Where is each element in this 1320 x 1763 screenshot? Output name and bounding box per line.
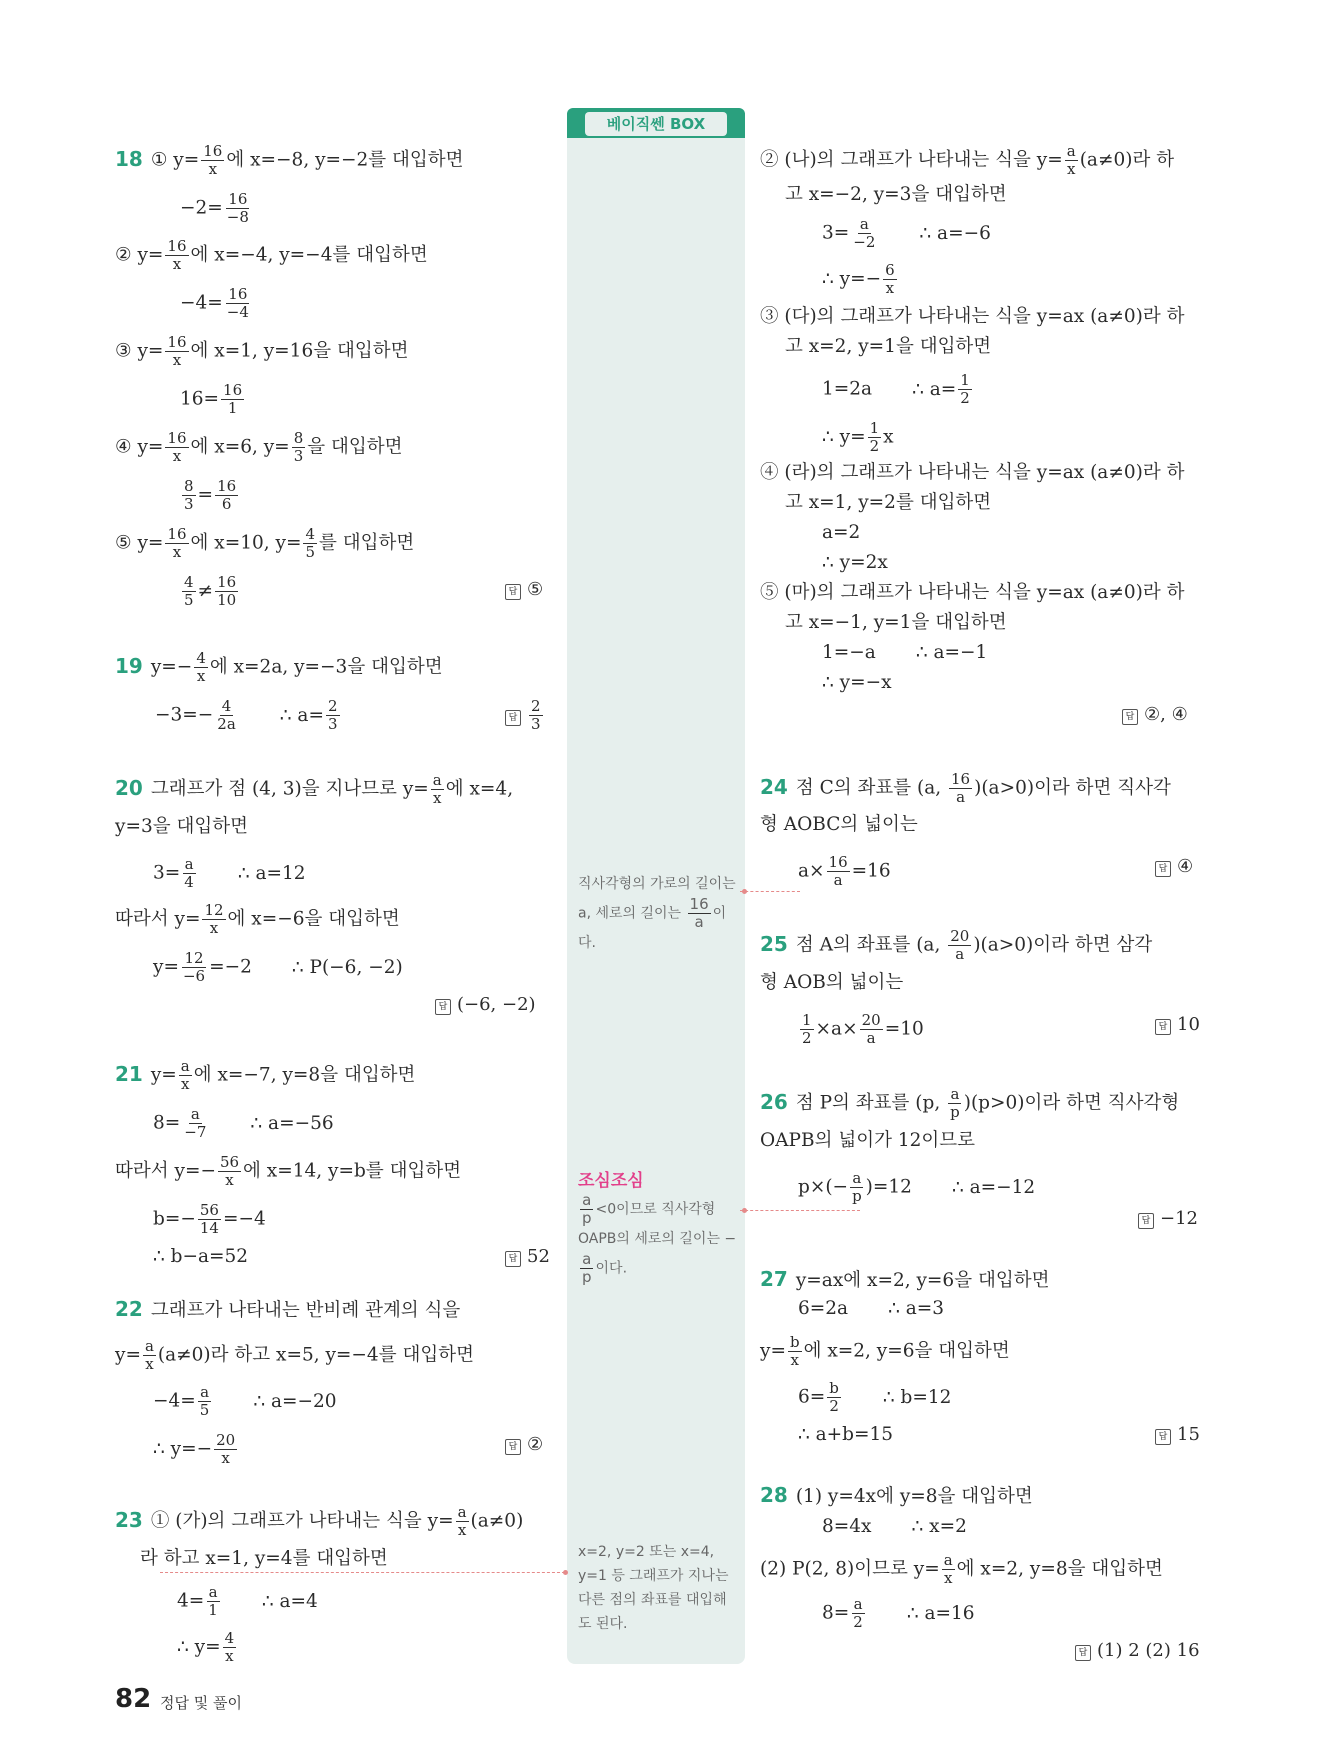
fraction: $\frac{20}{a}$ [950,927,970,963]
fraction: $\frac{16}{6}$ [217,477,237,513]
solution-line: 라 하고 x=1, y=4를 대입하면 [140,1548,388,1569]
problem-27-line: 27 y=ax에 x=2, y=6을 대입하면 [760,1267,1050,1291]
fraction: $\frac{b}{x}$ [789,1333,800,1369]
answer-mark-icon: 답 [505,710,521,726]
problem-number: 27 [760,1267,788,1291]
solution-line: ∴ y= $\frac{4}{x}$ [177,1629,235,1665]
solution-line: y= $\frac{b}{x}$ 에 x=2, y=6을 대입하면 [760,1333,1010,1369]
fraction: $\frac{56}{x}$ [219,1153,240,1189]
fraction: $\frac{a}{x}$ [180,1057,190,1093]
problem-24-line: 24 점 C의 좌표를 (a, $\frac{16}{a}$ )(a>0)이라 하면 직사각 [760,770,1171,806]
answer-27: 답 15 [1155,1422,1200,1448]
answer-mark-icon: 답 [1155,1429,1171,1445]
answer-18: 답 ⑤ [505,577,543,603]
fraction: $\frac{4}{5}$ [184,573,194,609]
problem-number: 25 [760,931,788,956]
fraction: $\frac{4}{x}$ [196,649,206,685]
fraction: $\frac{8}{3}$ [293,429,304,465]
solution-line: 3= $\frac{a}{4}$ ∴ a=12 [153,855,306,891]
fraction: $\frac{2}{3}$ [327,697,338,733]
problem-number: 28 [760,1483,788,1507]
fraction: $\frac{16}{x}$ [167,333,187,369]
problem-number: 18 [115,146,143,171]
solution-line: $\frac{8}{3}$ = $\frac{16}{6}$ [184,477,237,513]
leader-dot [742,889,747,894]
solution-line: 1=2a ∴ a= $\frac{1}{2}$ [822,371,970,407]
solution-line: 8= $\frac{a}{2}$ ∴ a=16 [822,1595,975,1631]
fraction: $\frac{16}{a}$ [828,853,848,889]
fraction: $\frac{1}{2}$ [869,419,880,455]
solution-line: 따라서 y= $\frac{12}{x}$ 에 x=−6을 대입하면 [115,901,400,937]
problem-number: 26 [760,1089,788,1114]
solution-line: 따라서 y=− $\frac{56}{x}$ 에 x=14, y=b를 대입하면 [115,1153,462,1189]
leader-dot [742,1208,747,1213]
fraction: $\frac{a}{p}$ [852,1169,862,1205]
leader-line [740,891,800,892]
fraction: $\frac{20}{a}$ [861,1011,881,1047]
solution-line: 고 x=−1, y=1을 대입하면 [785,612,1007,633]
fraction: $\frac{a}{4}$ [184,855,194,891]
solution-line: 6= $\frac{b}{2}$ ∴ b=12 [798,1379,952,1415]
fraction: $\frac{4}{x}$ [224,1629,235,1665]
fraction: $\frac{2}{3}$ [531,697,541,733]
solution-line: (2) P(2, 8)이므로 y= $\frac{a}{x}$ 에 x=2, y=8을 대입하면 [760,1551,1163,1587]
solution-line: ④ y= $\frac{16}{x}$ 에 x=6, y= $\frac{8}{3}$ 을 대입하면 [115,429,403,465]
solution-line: y= $\frac{12}{-6}$ =−2 ∴ P(−6, −2) [153,949,403,985]
fraction: $\frac{16}{-4}$ [226,285,249,321]
solution-line: −3=− $\frac{4}{2a}$ ∴ a= $\frac{2}{3}$ [155,697,338,733]
sidebar-note-rectangle: 직사각형의 가로의 길이는 a, 세로의 길이는 $\frac{16}{a}$ 이다. [578,876,736,951]
fraction: $\frac{16}{1}$ [223,381,243,417]
problem-number: 19 [115,653,143,678]
leader-dot [563,1570,568,1575]
sidebar-note-alternative: x=2, y=2 또는 x=4, y=1 등 그래프가 지나는 다른 점의 좌표를 대입해도 된다. [578,1544,729,1632]
solution-line: 8=4x ∴ x=2 [822,1516,967,1537]
solution-line: ∴ y=− $\frac{20}{x}$ [153,1431,236,1467]
solution-line: 형 AOB의 넓이는 [760,972,904,993]
problem-26-line: 26 점 P의 좌표를 (p, $\frac{a}{p}$ )(p>0)이라 하면 직사각형 [760,1085,1180,1121]
solution-line: 1=−a ∴ a=−1 [822,642,988,663]
solution-line: 8= $\frac{a}{-7}$ ∴ a=−56 [153,1105,334,1141]
solution-line: ∴ a+b=15 [798,1424,894,1445]
solution-line: 16= $\frac{16}{1}$ [180,381,243,417]
fraction: $\frac{16}{x}$ [167,237,187,273]
problem-28-line: 28 (1) y=4x에 y=8을 대입하면 [760,1483,1033,1507]
caution-heading: 조심조심 [578,1171,644,1191]
fraction: $\frac{1}{2}$ [802,1011,812,1047]
answer-mark-icon: 답 [1155,861,1171,877]
fraction: $\frac{1}{2}$ [960,371,970,407]
problem-number: 21 [115,1061,143,1086]
fraction: $\frac{56}{14}$ [199,1201,219,1237]
solution-line: 3= $\frac{a}{-2}$ ∴ a=−6 [822,215,991,251]
answer-19 [505,698,545,733]
problem-25-line: 25 점 A의 좌표를 (a, $\frac{20}{a}$ )(a>0)이라 하면 삼각 [760,927,1153,963]
fraction: $\frac{a}{p}$ [582,1250,592,1286]
solution-line: 고 x=2, y=1을 대입하면 [785,336,992,357]
answer-mark-icon: 답 [435,999,451,1015]
solution-line: $\frac{4}{5}$ ≠ $\frac{16}{10}$ [184,573,237,609]
fraction: $\frac{16}{10}$ [217,573,237,609]
fraction: $\frac{20}{x}$ [216,1431,236,1467]
answer-mark-icon: 답 [1075,1645,1091,1661]
problem-number: 23 [115,1507,143,1532]
sidebar-note-caution: $\frac{a}{p}$ <0이므로 직사각형 OAPB의 세로의 길이는 − $\frac{a}{p}$ 이다. [578,1191,737,1286]
solution-line: p×(− $\frac{a}{p}$ )=12 ∴ a=−12 [798,1169,1036,1205]
fraction: $\frac{b}{2}$ [829,1379,839,1415]
fraction: $\frac{a}{x}$ [943,1551,953,1587]
fraction: $\frac{4}{5}$ [305,525,316,561]
solution-line: a× $\frac{16}{a}$ =16 [798,853,891,889]
problem-18-line: 18 ① y= $\frac{16}{x}$ 에 x=−8, y=−2를 대입하면 [115,142,464,178]
fraction: $\frac{a}{x}$ [1066,142,1076,178]
fraction: $\frac{a}{x}$ [144,1337,154,1373]
fraction: $\frac{16}{a}$ [689,895,709,931]
solution-line: $\frac{1}{2}$ ×a× $\frac{20}{a}$ =10 [802,1011,924,1047]
page-footer-label: 정답 및 풀이 [160,1694,242,1712]
problem-20-line: 20 그래프가 점 (4, 3)을 지나므로 y= $\frac{a}{x}$ 에 x=4, [115,771,514,807]
problem-number: 24 [760,774,788,799]
solution-line: 6=2a ∴ a=3 [798,1298,945,1319]
problem-23-line: 23 ① (가)의 그래프가 나타내는 식을 y= $\frac{a}{x}$ (a≠0) [115,1503,524,1539]
solution-line: 고 x=1, y=2를 대입하면 [785,492,992,513]
solution-line: 형 AOBC의 넓이는 [760,814,918,835]
answer-21: 답 52 [505,1244,550,1270]
fraction: $\frac{12}{-6}$ [182,949,206,985]
answer-26: 답 −12 [1138,1206,1198,1232]
solution-line: OAPB의 넓이가 12이므로 [760,1130,975,1151]
answer-25: 답 10 [1155,1012,1200,1038]
problem-21-line: 21 y= $\frac{a}{x}$ 에 x=−7, y=8을 대입하면 [115,1057,416,1093]
fraction: $\frac{a}{1}$ [208,1583,218,1619]
fraction: $\frac{6}{x}$ [885,261,895,297]
right-column [760,0,1200,1700]
solution-line: ∴ y= $\frac{1}{2}$ x [822,419,894,455]
fraction: $\frac{16}{x}$ [167,429,187,465]
fraction: $\frac{4}{2a}$ [217,697,236,733]
fraction: $\frac{a}{2}$ [853,1595,863,1631]
fraction: $\frac{a}{5}$ [199,1383,210,1419]
solution-line: ② (나)의 그래프가 나타내는 식을 y= $\frac{a}{x}$ (a≠0)라 하 [760,142,1175,178]
fraction: $\frac{a}{-7}$ [184,1105,207,1141]
fraction: $\frac{12}{x}$ [204,901,224,937]
fraction: $\frac{8}{3}$ [184,477,194,513]
solution-line: ∴ y=2x [822,552,888,573]
solution-line: y= $\frac{a}{x}$ (a≠0)라 하고 x=5, y=−4를 대입하면 [115,1337,474,1373]
answer-mark-icon: 답 [1155,1019,1171,1035]
leader-line [740,1210,860,1211]
fraction: $\frac{a}{p}$ [582,1191,592,1227]
fraction: $\frac{a}{x}$ [432,771,442,807]
answer-mark-icon: 답 [1138,1213,1154,1229]
solution-line: −2= $\frac{16}{-8}$ [180,190,249,226]
fraction: $\frac{16}{x}$ [203,142,223,178]
answer-23: 답 ②, ④ [1122,702,1188,728]
problem-number: 22 [115,1297,143,1321]
problem-22-line: 22 그래프가 나타내는 반비례 관계의 식을 [115,1297,461,1321]
solution-line: ② y= $\frac{16}{x}$ 에 x=−4, y=−4를 대입하면 [115,237,428,273]
solution-line: ∴ b−a=52 [153,1246,249,1267]
answer-mark-icon: 답 [505,1439,521,1455]
answer-28: 답 (1) 2 (2) 16 [1075,1638,1200,1664]
solution-line: 4= $\frac{a}{1}$ ∴ a=4 [177,1583,318,1619]
solution-line: ③ (다)의 그래프가 나타내는 식을 y=ax (a≠0)라 하 [760,306,1185,327]
answer-24: 답 ④ [1155,854,1193,880]
solution-line: ∴ y=− $\frac{6}{x}$ [822,261,895,297]
problem-19-line: 19 y=− $\frac{4}{x}$ 에 x=2a, y=−3을 대입하면 [115,649,443,685]
solution-line: ⑤ y= $\frac{16}{x}$ 에 x=10, y= $\frac{4}{5}$ 를 대입하면 [115,525,415,561]
solution-line: b=− $\frac{56}{14}$ =−4 [153,1201,266,1237]
solution-line: ⑤ (마)의 그래프가 나타내는 식을 y=ax (a≠0)라 하 [760,582,1185,603]
solution-line: −4= $\frac{16}{-4}$ [180,285,249,321]
solution-line: ③ y= $\frac{16}{x}$ 에 x=1, y=16을 대입하면 [115,333,409,369]
basic-box-title: 베이직쎈 BOX [585,112,727,136]
solution-line: 고 x=−2, y=3을 대입하면 [785,184,1007,205]
fraction: $\frac{16}{a}$ [951,770,971,806]
solution-line: y=3을 대입하면 [115,816,248,837]
solution-line: ④ (라)의 그래프가 나타내는 식을 y=ax (a≠0)라 하 [760,462,1185,483]
answer-mark-icon: 답 [505,584,521,600]
answer-mark-icon: 답 [505,1251,521,1267]
solution-line: ∴ y=−x [822,672,892,693]
fraction: $\frac{a}{-2}$ [853,215,876,251]
answer-mark-icon: 답 [1122,709,1138,725]
fraction: $\frac{16}{x}$ [167,525,187,561]
page-number: 82 [115,1684,152,1714]
answer-20: 답 (−6, −2) [435,992,536,1018]
answer-22: 답 ② [505,1432,543,1458]
problem-number: 20 [115,775,143,800]
fraction: $\frac{a}{x}$ [457,1503,467,1539]
fraction: $\frac{a}{p}$ [950,1085,960,1121]
fraction: $\frac{16}{-8}$ [226,190,249,226]
solution-line: a=2 [822,522,861,543]
left-column [115,0,555,1700]
leader-line [160,1572,565,1573]
solution-line: −4= $\frac{a}{5}$ ∴ a=−20 [153,1383,337,1419]
